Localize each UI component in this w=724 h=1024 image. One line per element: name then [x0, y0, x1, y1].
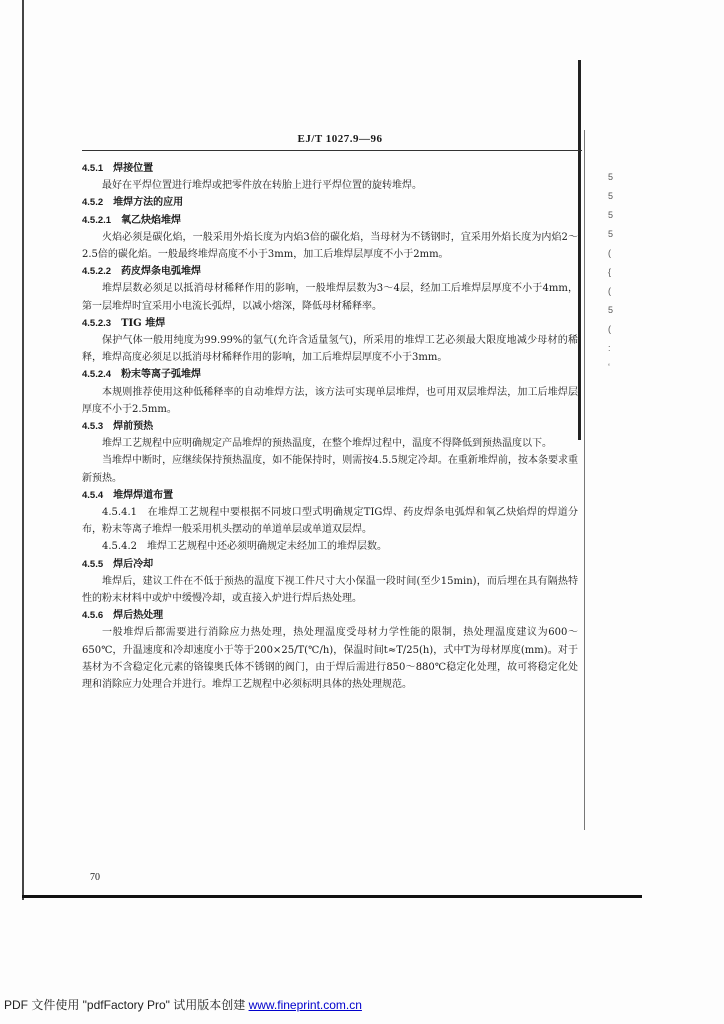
section-heading [82, 556, 578, 573]
paragraph: 堆焊后，建议工件在不低于预热的温度下视工件尺寸大小保温一段时间(至少15min)，而后埋在具有隔热特性的粉末材料中或炉中缓慢冷却，或直接入炉进行焊后热处理。 [82, 575, 578, 605]
footer-text: PDF 文件使用 "pdfFactory Pro" 试用版本创建 [4, 998, 249, 1012]
section-title: TIG 堆焊 [121, 317, 166, 329]
margin-mark: ( [608, 324, 611, 334]
margin-mark: 5 [608, 305, 614, 315]
scan-left-edge [22, 0, 24, 900]
section-number: 4.5.3 [82, 421, 104, 433]
section-title: 氧乙炔焰堆焊 [121, 214, 182, 226]
document-header: EJ/T 1027.9—96 [297, 133, 383, 145]
page-number: 70 [90, 872, 100, 883]
section-heading [82, 607, 578, 624]
section-heading [82, 418, 578, 435]
pdf-footer [0, 996, 724, 1013]
section-heading [82, 194, 578, 211]
paragraph: 保护气体一般用纯度为99.99%的氩气(允许含适量氢气)，所采用的堆焊工艺必须最大限度地减少母材的稀释，堆焊高度必须足以抵消母材稀释作用的影响，加工后堆焊层厚度不小于3mm。 [82, 335, 578, 364]
paragraph: 4.5.4.1 在堆焊工艺规程中要根据不同坡口型式明确规定TIG焊、药皮焊条电弧焊和氧乙炔焰焊的焊道分布，粉末等离子堆焊一般采用机头摆动的单道单层或单道双层焊。 [82, 507, 578, 536]
section-title: 焊后冷却 [113, 558, 154, 570]
section-number: 4.5.2 [82, 197, 104, 209]
margin-mark: : [608, 343, 611, 353]
section-heading [82, 263, 578, 280]
section-title: 粉末等离子弧堆焊 [121, 369, 202, 381]
margin-mark: ( [608, 248, 611, 258]
section-heading [82, 160, 578, 177]
paragraph: 堆焊层数必须足以抵消母材稀释作用的影响，一般堆焊层数为3～4层，经加工后堆焊层厚度不小于4mm，第一层堆焊时宜采用小电流长弧焊，以减小熔深，降低母材稀释率。 [82, 283, 578, 312]
margin-mark: 5 [608, 210, 614, 220]
section-number: 4.5.2.2 [82, 266, 112, 278]
section-number: 4.5.2.3 [82, 317, 112, 329]
section-title: 焊后热处理 [113, 610, 164, 622]
margin-mark: ‘ [608, 362, 610, 372]
margin-mark: { [608, 267, 612, 277]
section-number: 4.5.2.1 [82, 214, 112, 226]
section-title: 药皮焊条电弧堆焊 [121, 266, 202, 278]
section-number: 4.5.1 [82, 163, 104, 174]
header-rule [82, 150, 582, 151]
paragraph: 当堆焊中断时，应继续保持预热温度，如不能保持时，则需按4.5.5规定冷却。在重新堆焊前，按本条要求重新预热。 [82, 455, 578, 484]
paragraph: 堆焊工艺规程中应明确规定产品堆焊的预热温度，在整个堆焊过程中，温度不得降低到预热温度以下。 [102, 438, 552, 450]
paragraph: 最好在平焊位置进行堆焊或把零件放在转胎上进行平焊位置的旋转堆焊。 [102, 180, 422, 192]
section-number: 4.5.4 [82, 489, 104, 501]
scan-binding-line [584, 130, 585, 830]
scan-bottom-edge [22, 895, 642, 898]
section-number: 4.5.6 [82, 610, 104, 622]
margin-marks [608, 168, 622, 377]
section-title: 堆焊焊道布置 [113, 489, 174, 501]
scan-binding-edge [578, 60, 581, 440]
paragraph: 4.5.4.2 堆焊工艺规程中还必须明确规定未经加工的堆焊层数。 [102, 541, 387, 553]
section-title: 焊接位置 [113, 163, 154, 174]
section-heading [82, 487, 578, 504]
margin-mark: 5 [608, 172, 614, 182]
paragraph: 火焰必须是碳化焰，一般采用外焰长度为内焰3倍的碳化焰，当母材为不锈钢时，宜采用外焰长度为内焰2～2.5倍的碳化焰。一般最终堆焊高度不小于3mm，加工后堆焊层厚度不小于2mm。 [82, 231, 578, 261]
section-title: 堆焊方法的应用 [113, 197, 184, 209]
paragraph: 本规则推荐使用这种低稀释率的自动堆焊方法，该方法可实现单层堆焊，也可用双层堆焊法，加工后堆焊层厚度不小于2.5mm。 [82, 386, 578, 415]
section-number: 4.5.2.4 [82, 369, 112, 381]
footer-link[interactable]: www.fineprint.com.cn [248, 998, 362, 1012]
document-body [82, 160, 578, 693]
section-heading [82, 212, 578, 229]
margin-mark: 5 [608, 191, 614, 201]
section-heading [82, 366, 578, 383]
paragraph: 一般堆焊后都需要进行消除应力热处理，热处理温度受母材力学性能的限制，热处理温度建议为600～650℃，升温速度和冷却速度小于等于200×25/T(℃/h)，保温时间t≈T/25(h)，式中T为母材厚度(mm)。对于基材为不含稳定化元素的铬镍奥氏体不锈钢的阀门，由于焊后需进行850～880℃稳定化处理，故可将稳定化处理和消除应力处理合并进行。堆焊工艺规程中必须标明具体的热处理规范。 [82, 627, 578, 691]
section-heading [82, 315, 578, 332]
section-number: 4.5.5 [82, 558, 104, 570]
margin-mark: 5 [608, 229, 614, 239]
margin-mark: ( [608, 286, 611, 296]
section-title: 焊前预热 [113, 421, 154, 433]
